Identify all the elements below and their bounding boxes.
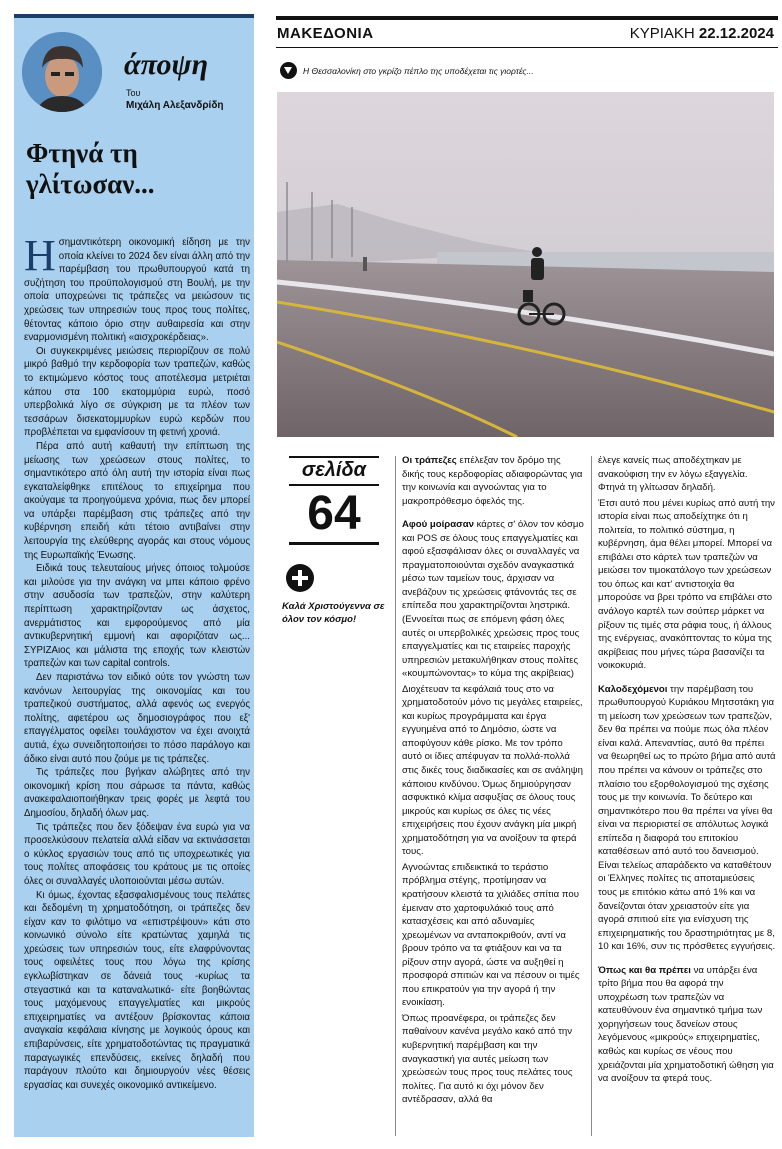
article-paragraph: Όπως και θα πρέπει να υπάρξει ένα τρίτο βήμα που θα αφορά την υποχρέωση των τραπεζών να κατευθύνουν ένα σημαντικό τμήμα των χορηγήσεων τους δανείων στους λεγόμενους «μικρούς» επιχειρηματίες, καθώς και κυρίως σε νέους που χρειάζονται μία χρηματοδοτική ώθηση για να ανοίξουν τα φτερά τους. — [598, 964, 774, 1085]
promo-label: σελίδα — [289, 456, 379, 486]
author-prefix: Του — [126, 88, 141, 98]
page-promo — [289, 456, 379, 545]
column-divider — [395, 456, 396, 1136]
article-paragraph: Τις τράπεζες που βγήκαν αλώβητες από την οικονομική κρίση που σάρωσε τα πάντα, καθώς ανακεφαλαιοποιήθηκαν τρεις φορές με λεφτά του Δημοσίου, δηλαδή όλων μας. — [24, 767, 250, 819]
article-paragraph: Όπως προανέφερα, οι τράπεζες δεν παθαίνουν κανένα μεγάλο κακό από την κυβερνητική παρέμβαση και την αναγκαστική για αυτές μείωση των χρεώσεών τους προς τους πελάτες τους πολίτες. Για αυτό κι όχι μόνον δεν αντέδρασαν, αλλά θα — [402, 1012, 573, 1106]
article-paragraph: Πέρα από αυτή καθαυτή την επίπτωση της μείωσης των χρεώσεων στους πολίτες, το σημαντικότερο από όλη αυτή την ιστορία είναι πως εγκαταλείφθηκε επιτέλους το επιχείρημα που ακούγαμε τα προηγούμενα χρόνια, πως δεν μπορεί να υπάρξει παρέμβαση στις τράπεζες από την κυβέρνηση επειδή κάτι τέτοιο αντιβαίνει στην λειτουργία της ελεύθερης αγοράς και στους νόμους της Ευρωπαϊκής Ένωσης. — [24, 440, 250, 561]
article-paragraph: Καλοδεχόμενοι την παρέμβαση του πρωθυπουργού Κυριάκου Μητσοτάκη για τη μείωση των χρεώσεων των τραπεζών, δεν θα πρέπει να πούμε πως όλα πλέον είναι καλά. Απεναντίας, αυτό θα πρέπει να θεωρηθεί ως το πρώτο βήμα από αυτά που πρέπει να κάνουν οι τράπεζες στο πλαίσιο του εξορθολογισμού της σχέσης τους με την κοινωνία. Το δεύτερο και σημαντικότερο που θα πρέπει να γίνει θα είναι να περιοριστεί σε απόλυτως λογικά επίπεδα η διαφορά του επιτοκίου καταθέσεων από αυτό του δανεισμού. Είναι τελείως απαράδεκτο να καταθέτουν οι Έλληνες πολίτες τις αποταμιεύσεις τους με επιτόκιο κάτω από 1% και να δανείζονται όταν χρειαστούν είτε για αγορά σπιτιού είτε για ενίσχυση της επιχειρηματικής του δραστηριότητας με 8, 10 και 16%, συν τις πρόσθετες εγγυήσεις. — [598, 683, 776, 953]
author-photo — [22, 32, 102, 112]
header-rule — [276, 47, 778, 48]
author-name: Μιχάλη Αλεξανδρίδη — [126, 100, 224, 111]
article-paragraph: Οι τράπεζες επέλεξαν τον δρόμο της δικής τους κερδοφορίας αδιαφορώντας για την κοινωνία και αγνοώντας για το μακροπρόθεσμο όφελός της. — [402, 455, 583, 507]
article-paragraph: Αγνοώντας επιδεικτικά το τεράστιο πρόβλημα στέγης, προτίμησαν να κρατήσουν κλειστά τα χιλιάδες σπίτια που έμειναν στο χαρτοφυλάκιό τους από κατασχέσεις και από αδυναμίες χρεωμένων να ανταποκριθούν, αντί να βρουν τρόπο να τα φτιάξουν και να τα ρίξουν στην αγορά, ώστε να αυξηθεί η προσφορά σπιτιών και να πέσουν οι τιμές που επικρατούν για την αγορά ή την ενοικίαση. — [402, 861, 580, 1009]
section-label: άποψη — [124, 48, 209, 81]
plus-cross-icon — [286, 564, 314, 592]
column-divider — [591, 456, 592, 1136]
article-paragraph: Τις τράπεζες που δεν ξόδεψαν ένα ευρώ για να προσελκύσουν πελατεία αλλά είδαν να εκτινάσσεται ο κύκλος εργασιών τους από τις υποχρεωτικές για τους πολίτες αποφάσεις του κράτους με τις οποίες όλες οι συναλλαγές υλοποιούνται μέσω αυτών. — [24, 821, 250, 887]
article-column-3 — [598, 454, 776, 1088]
article-paragraph: Διοχέτευαν τα κεφάλαιά τους στο να χρηματοδοτούν μόνο τις μεγάλες εταιρείες, και κυρίως προγράμματα και έργα εγγυημένα από το Δημόσιο, ώστε να αποφύγουν κάθε ρίσκο. Με τον τρόπο αυτό οι ίδιες απέφυγαν τα πολλά-πολλά στις δικές τους διαδικασίες και σε ανάληψη κάποιου κινδύνου. Όμως δημιούργησαν ασφυκτικό κλίμα ασφυξίας σε όλους τους μικρούς και κυρίως σε όλες τις νέες επιχειρήσεις που έχουν ανάγκη μία μικρή χρηματοδότηση για να ανοίξουν τα φτερά τους. — [402, 683, 583, 858]
article-paragraph: Αφού μοίρασαν κάρτες σ' όλον τον κόσμο και POS σε όλους τους επαγγελματίες και αφού εξασφάλισαν όλες οι συναλλαγές να πραγματοποιούνται σχεδόν αναγκαστικά μέσω των ταμείων τους, άρχισαν να ανεβάζουν τις χρεώσεις φτάνοντάς τες σε επίπεδα που χαρακτηρίζονται ληστρικά. (Εννοείται πως σε επόμενη φάση όλες αυτές οι υπερβολικές χρεώσεις προς τους επαγγελματίες και τις εταιρείες παροχής υπηρεσιών μετακυλήθηκαν στους πολίτες «κουμπώνοντας» το κύμα της ακρίβειας) — [402, 519, 584, 680]
headline: Φτηνά τη γλίτωσαν... — [26, 138, 155, 199]
article-paragraph: έλεγε κανείς πως αποδέχτηκαν με ανακούφιση την εν λόγω εξαγγελία. Φτηνά τη γλίτωσαν δηλαδή. — [598, 455, 748, 494]
newspaper-name: ΜΑΚΕΔΟΝΙΑ — [277, 25, 374, 42]
article-paragraph: Οι συγκεκριμένες μειώσεις περιορίζουν σε πολύ μικρό βαθμό την κερδοφορία των τραπεζών, καθώς το εκτιμώμενο κόστος τους αποτέλεσμα μετριέται κάπου στα 100 εκατομμύρια ευρώ, ποσό υπερβολικά λίγο σε σύγκριση με τα πλέον των τεσσάρων δισεκατομμυρίων ευρώ κερδών που προβλέπεται να εμφανίσουν τη φετινή χρονιά. — [24, 345, 250, 439]
article-paragraph: Ησημαντικότερη οικονομική είδηση με την οποία κλείνει το 2024 δεν είναι άλλη από την παρέμβαση του πρωθυπουργού κατά τη συζήτηση του προϋπολογισμού στη Βουλή, με την οποία υποχρεώνει τις τράπεζες να μειώσουν τις χρεώσεις των υπηρεσιών τους προς τους πολίτες, θέτοντας κάποιο όριο στην αυθαιρεσία και στην εναρμονισμένη πολιτική «αισχροκέρδειας». — [24, 231, 250, 344]
issue-date: ΚΥΡΙΑΚΗ 22.12.2024 — [629, 25, 774, 42]
christmas-greeting: Καλά Χριστούγεννα σε όλον τον κόσμο! — [282, 601, 385, 625]
foggy-seafront-photo — [277, 92, 774, 437]
article-body — [24, 231, 250, 1092]
article-paragraph: Δεν παριστάνω τον ειδικό ούτε τον γνώστη των κανόνων λειτουργίας της οικονομίας και του τραπεζικού συστήματος, αλλά αφενός ως ενεργός πολίτης, αφετέρου ως δημοσιογράφος που εξ' επαγγέλματος οφείλει τουλάχιστον να έχει ανοιχτά αυτιά, έχω συνειδητοποιήσει το πόσο παράλογο και άδικο είναι αυτό που ζούμε με τις τράπεζες. — [24, 672, 250, 765]
photo-caption: Η Θεσσαλονίκη στο γκρίζο πέπλο της υποδέχεται τις γιορτές... — [303, 66, 534, 76]
article-column-2 — [402, 454, 584, 1109]
opinion-column — [14, 14, 254, 1137]
article-paragraph: Κι όμως, έχοντας εξασφαλισμένους τους πελάτες και δεδομένη τη χρηματοδότηση, οι τράπεζες δεν είχαν καν το φιλότιμο να «επιστρέψουν» κάτι στο κοινωνικό σύνολο είτε κρατώντας χαμηλά τις χρεώσεις των υπηρεσιών τους, είτε ελαφρύνοντας τους οφειλέτες τους που λόγω της κρίσης εγκλωβίστηκαν σε δάνειά τους -κυρίως τα στεγαστικά και τα καταναλωτικά- είτε βοηθώντας τους μαχόμενους επαγγελματίες και μικρούς επιχειρηματίες να αντέξουν βρίσκοντας κάποια αναγκαία κεφάλαια κίνησης με λογικούς όρους και επιβαρύνσεις, είτε χρηματοδοτώντας τις πραγματικά παραγωγικές επενδύσεις, εκείνες δηλαδή που παράγουν πλούτο και δημιουργούν νέες θέσεις εργασίας και συνεχές οικονομικό αντικείμενο. — [24, 889, 250, 1091]
promo-rule — [289, 542, 379, 545]
article-paragraph: Έτσι αυτό που μένει κυρίως από αυτή την ιστορία είναι πως αποδείχτηκε ότι η πολιτεία, το πολιτικό σύστημα, η κυβέρνηση, άμα θέλει μπορεί. Μπορεί να επιβάλει στο κάρτελ των τραπεζών να μειώσει τον τιμοκατάλογο των χρεώσεων του όπως και κατ' αντιστοιχία θα μπορούσε να βρει τρόπο να επιβάλει στο ανάλογο καρτέλ των σούπερ μάρκετ να ρίξουν τις τιμές στα ράφια τους, ή άλλους της ενέργειας, ανακόπτοντας το κύμα της ακρίβειας που μήνες τώρα βασανίζει τα νοικοκυριά. — [598, 497, 775, 672]
article-paragraph: Ειδικά τους τελευταίους μήνες όποιος τολμούσε και μιλούσε για την ανάγκη να μπει κάποιο φρένο στην ασυδοσία των τραπεζών, στην καλύτερη περίπτωση χαρακτηρίζονταν ως άσχετος, ανερμάτιστος και εμφορούμενος από μία αντικυβερνητική εμμονή και αφοριζόταν ως... ΣΥΡΙΖΑιος και μάλιστα της εποχής των κλειστών τραπεζών και των capital controls. — [24, 563, 250, 670]
promo-page-number: 64 — [307, 487, 361, 540]
caption-arrow-icon — [280, 62, 297, 79]
drop-cap: Η — [24, 231, 56, 280]
top-rule — [276, 16, 778, 20]
